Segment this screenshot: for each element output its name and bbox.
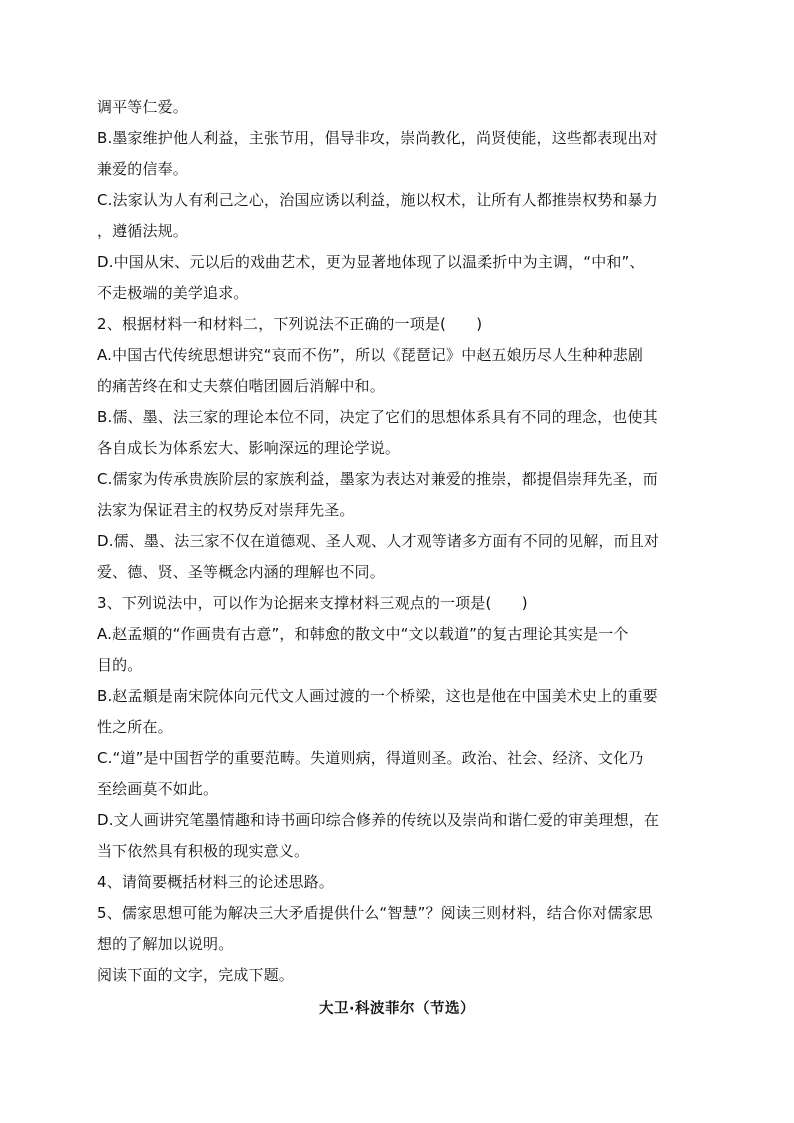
option-c-line: C.儒家为传承贵族阶层的家族利益，墨家为表达对兼爱的推崇，都提倡崇拜先圣，而 xyxy=(97,470,658,488)
text-line: 性之所在。 xyxy=(97,718,173,736)
question-4: 4、请简要概括材料三的论述思路。 xyxy=(97,873,334,891)
option-c-line: C.“道”是中国哲学的重要范畴。失道则病，得道则圣。政治、社会、经济、文化乃 xyxy=(97,749,644,767)
text-line: 不走极端的美学追求。 xyxy=(97,284,249,302)
text-line: 的痛苦终在和丈夫蔡伯喈团圆后消解中和。 xyxy=(97,377,385,395)
text-line: ，遵循法规。 xyxy=(97,222,188,240)
section-title: 大卫·科波菲尔（节选） xyxy=(318,1001,475,1017)
text-line: 各自成长为体系宏大、影响深远的理论学说。 xyxy=(97,439,401,457)
reading-instruction: 阅读下面的文字，完成下题。 xyxy=(97,966,294,984)
option-a-line: A.中国古代传统思想讲究“哀而不伤”，所以《琵琶记》中赵五娘历尽人生种种悲剧 xyxy=(97,346,644,364)
question-2: 2、根据材料一和材料二，下列说法不正确的一项是( ) xyxy=(97,315,483,333)
text-line: 目的。 xyxy=(97,656,143,674)
option-c-line: C.法家认为人有利己之心，治国应诱以利益，施以权术，让所有人都推崇权势和暴力 xyxy=(97,191,658,209)
question-3: 3、下列说法中，可以作为论据来支撑材料三观点的一项是( ) xyxy=(97,594,528,612)
option-b-line: B.墨家维护他人利益，主张节用，倡导非攻，崇尚教化，尚贤使能，这些都表现出对 xyxy=(97,129,658,147)
text-line: 至绘画莫不如此。 xyxy=(97,780,219,798)
text-line: 调平等仁爱。 xyxy=(97,98,188,116)
option-a-line: A.赵孟頫的“作画贵有古意”，和韩愈的散文中“文以载道”的复古理论其实是一个 xyxy=(97,625,629,643)
option-b-line: B.儒、墨、法三家的理论本位不同，决定了它们的思想体系具有不同的理念，也使其 xyxy=(97,408,658,426)
text-line: 法家为保证君主的权势反对崇拜先圣。 xyxy=(97,501,355,519)
text-line: 爱、德、贤、圣等概念内涵的理解也不同。 xyxy=(97,563,385,581)
text-line: 当下依然具有积极的现实意义。 xyxy=(97,842,310,860)
option-b-line: B.赵孟頫是南宋院体向元代文人画过渡的一个桥梁，这也是他在中国美术史上的重要 xyxy=(97,687,658,705)
text-line: 想的了解加以说明。 xyxy=(97,935,234,953)
text-line: 兼爱的信奉。 xyxy=(97,160,188,178)
document-body xyxy=(97,92,697,991)
option-d-line: D.文人画讲究笔墨情趣和诗书画印综合修养的传统以及崇尚和谐仁爱的审美理想，在 xyxy=(97,811,660,829)
option-d-line: D.中国从宋、元以后的戏曲艺术，更为显著地体现了以温柔折中为主调，“中和”、 xyxy=(97,253,645,271)
option-d-line: D.儒、墨、法三家不仅在道德观、圣人观、人才观等诸多方面有不同的见解，而且对 xyxy=(97,532,660,550)
question-5: 5、儒家思想可能为解决三大矛盾提供什么“智慧”？阅读三则材料，结合你对儒家思 xyxy=(97,904,653,922)
